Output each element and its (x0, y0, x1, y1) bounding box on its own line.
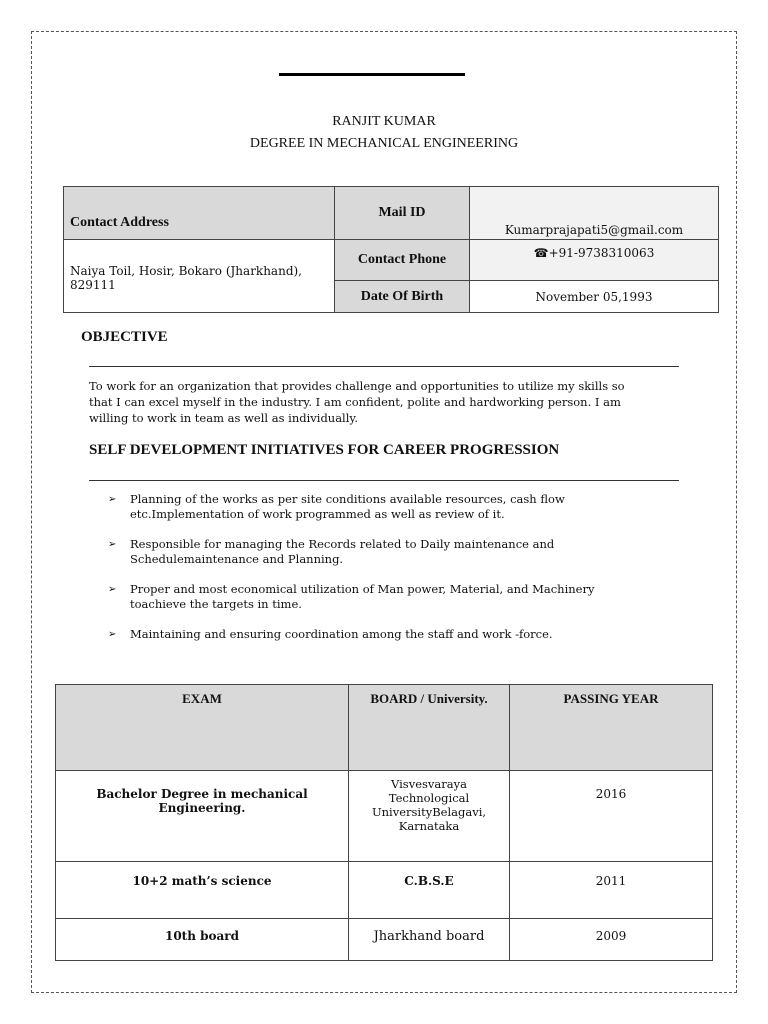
dob-label: Date Of Birth (335, 281, 470, 313)
initiatives-heading: SELF DEVELOPMENT INITIATIVES FOR CAREER PROGRESSION (89, 442, 560, 458)
objective-heading: OBJECTIVE (81, 329, 168, 345)
contact-table (63, 186, 719, 313)
table-row (56, 771, 713, 862)
objective-text: To work for an organization that provides challenge and opportunities to utilize my skills so that I can excel myself in the industry. I am confident, polite and hardworking person. I am willing to work in team as well as individually. (89, 379, 625, 425)
exam-header: EXAM (56, 685, 349, 771)
list-item: ➢ Planning of the works as per site conditions available resources, cash flow etc.Implementation of work programmed as well as review of it. (104, 492, 624, 522)
year-cell: 2009 (510, 919, 713, 961)
list-item: ➢ Responsible for managing the Records related to Daily maintenance and Schedulemaintenance and Planning. (104, 537, 624, 567)
education-table (55, 684, 713, 961)
candidate-name: RANJIT KUMAR (332, 114, 436, 129)
board-cell: Visvesvaraya Technological UniversityBelagavi, Karnataka (349, 771, 510, 862)
table-row (56, 919, 713, 961)
dob-value: November 05,1993 (470, 281, 719, 313)
list-item: ➢ Maintaining and ensuring coordination among the staff and work -force. (104, 627, 624, 642)
mail-id-value: Kumarprajapati5@gmail.com (470, 187, 719, 240)
board-header: BOARD / University. (349, 685, 510, 771)
contact-address-value: Naiya Toil, Hosir, Bokaro (Jharkhand), 829111 (64, 240, 335, 313)
initiatives-rule (89, 480, 679, 481)
list-item: ➢ Proper and most economical utilization of Man power, Material, and Machinery toachieve the targets in time. (104, 582, 624, 612)
year-header: PASSING YEAR (510, 685, 713, 771)
top-rule (279, 73, 465, 76)
board-cell: Jharkhand board (349, 919, 510, 961)
initiatives-list (104, 492, 624, 657)
exam-cell: Bachelor Degree in mechanical Engineering. (56, 771, 349, 862)
board-cell: C.B.S.E (349, 862, 510, 919)
contact-address-label: Contact Address (64, 187, 335, 240)
contact-phone-value: ☎+91-9738310063 (470, 240, 719, 281)
table-row (56, 862, 713, 919)
exam-cell: 10th board (56, 919, 349, 961)
candidate-degree: DEGREE IN MECHANICAL ENGINEERING (249, 136, 519, 151)
year-cell: 2011 (510, 862, 713, 919)
exam-cell: 10+2 math’s science (56, 862, 349, 919)
objective-rule (89, 366, 679, 367)
contact-phone-label: Contact Phone (335, 240, 470, 281)
year-cell: 2016 (510, 771, 713, 862)
mail-id-label: Mail ID (335, 187, 470, 240)
